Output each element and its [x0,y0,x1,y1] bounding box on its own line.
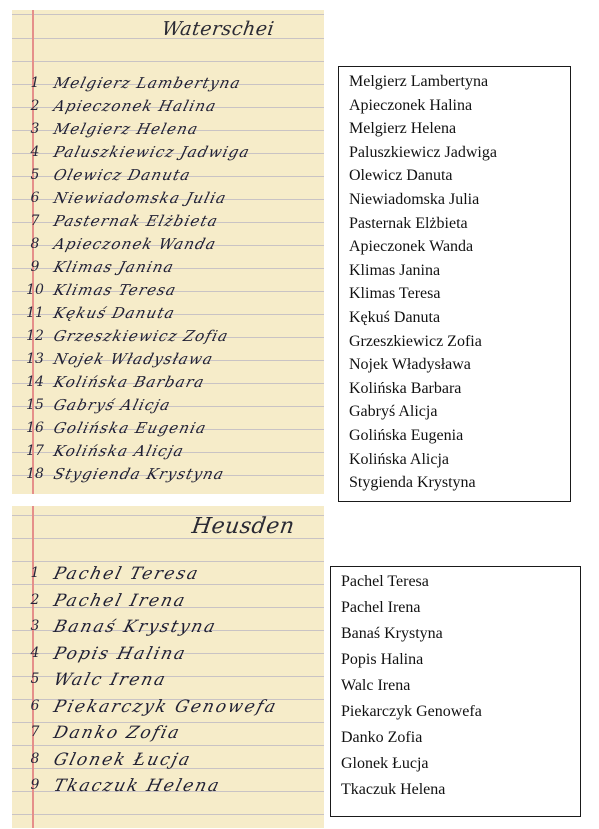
handwritten-name: Kękuś Danuta [51,304,178,322]
handwritten-name: Apieczonek Wanda [51,235,219,253]
handwritten-name: Glonek Łucja [51,749,194,770]
handwritten-name: Stygienda Krystyna [51,465,227,483]
transcribed-name: Apieczonek Halina [349,96,473,114]
transcribed-name: Klimas Teresa [349,285,441,303]
transcribed-name: Pachel Teresa [341,573,429,590]
row-number: 10 [26,282,44,298]
handwritten-name: Kolińska Barbara [51,373,207,391]
row-number: 1 [30,75,40,91]
transcribed-name: Popis Halina [341,651,424,668]
row-number: 2 [30,98,40,114]
row-number: 11 [26,305,44,321]
handwritten-name: Klimas Janina [51,258,177,276]
transcribed-name: Nojek Władysława [349,356,471,374]
handwritten-name: Melgierz Helena [51,120,201,138]
transcribed-name: Stygienda Krystyna [349,474,476,492]
waterschei-handwritten-sheet [12,10,324,494]
row-number: 16 [26,420,44,436]
row-number: 18 [26,466,44,482]
row-number: 5 [30,671,40,687]
row-number: 17 [26,443,44,459]
handwritten-name: Nojek Władysława [51,350,216,368]
row-number: 2 [30,591,40,608]
heusden-transcription-box [330,566,581,817]
handwritten-name: Tkaczuk Helena [51,776,223,796]
handwritten-name: Melgierz Lambertyna [51,74,244,92]
row-number: 7 [30,213,40,229]
handwritten-name: Walc Irena [51,670,169,690]
row-number: 15 [26,397,44,413]
transcribed-name: Niewiadomska Julia [349,190,480,208]
handwritten-name: Gabryś Alicja [51,396,173,414]
waterschei-transcription-box [338,66,571,502]
transcribed-name: Danko Zofia [341,729,423,746]
row-number: 3 [30,618,40,634]
handwritten-name: Pachel Irena [51,590,189,611]
transcribed-name: Kękuś Danuta [349,308,441,326]
row-number: 12 [26,328,44,344]
transcribed-name: Melgierz Helena [349,120,457,138]
row-number: 13 [26,351,44,367]
heusden-title: Heusden [190,514,297,539]
handwritten-name: Danko Zofia [51,723,184,743]
transcribed-name: Banaś Krystyna [341,625,443,642]
transcribed-name: Tkaczuk Helena [341,781,446,798]
transcribed-name: Kolińska Barbara [349,379,462,397]
row-number: 8 [30,750,40,767]
transcribed-name: Melgierz Lambertyna [349,73,489,90]
transcribed-name: Glonek Łucja [341,755,429,772]
handwritten-name: Niewiadomska Julia [51,189,229,207]
row-number: 4 [30,144,40,160]
row-number: 6 [30,190,40,206]
row-number: 9 [30,259,40,275]
handwritten-name: Kolińska Alicja [51,442,187,460]
transcribed-name: Pachel Irena [341,599,421,616]
handwritten-name: Golińska Eugenia [51,419,209,437]
handwritten-name: Pachel Teresa [51,564,202,584]
handwritten-name: Piekarczyk Genowefa [51,696,280,717]
handwritten-name: Pasternak Elżbieta [51,212,221,230]
heusden-handwritten-sheet [12,506,324,828]
handwritten-name: Olewicz Danuta [51,166,193,184]
row-number: 4 [30,644,40,661]
transcribed-name: Kolińska Alicja [349,450,449,468]
row-number: 5 [30,167,40,183]
transcribed-name: Piekarczyk Genowefa [341,703,482,720]
handwritten-name: Apieczonek Halina [51,97,219,115]
transcribed-name: Olewicz Danuta [349,167,453,185]
handwritten-name: Paluszkiewicz Jadwiga [51,143,253,161]
transcribed-name: Apieczonek Wanda [349,238,474,256]
row-number: 9 [30,777,40,793]
transcribed-name: Golińska Eugenia [349,426,464,444]
handwritten-name: Klimas Teresa [51,281,179,299]
waterschei-title: Waterschei [160,18,276,40]
row-number: 3 [30,121,40,137]
transcribed-name: Grzeszkiewicz Zofia [349,332,482,350]
row-number: 7 [30,724,40,740]
row-number: 14 [26,374,44,390]
handwritten-name: Banaś Krystyna [51,617,220,637]
transcribed-name: Klimas Janina [349,261,441,279]
transcribed-name: Pasternak Elżbieta [349,214,468,232]
row-number: 1 [30,565,40,581]
handwritten-name: Popis Halina [51,643,189,664]
row-number: 8 [30,236,40,252]
transcribed-name: Gabryś Alicja [349,403,438,421]
transcribed-name: Paluszkiewicz Jadwiga [349,143,497,161]
transcribed-name: Walc Irena [341,677,411,694]
row-number: 6 [30,697,40,714]
handwritten-name: Grzeszkiewicz Zofia [51,327,231,345]
